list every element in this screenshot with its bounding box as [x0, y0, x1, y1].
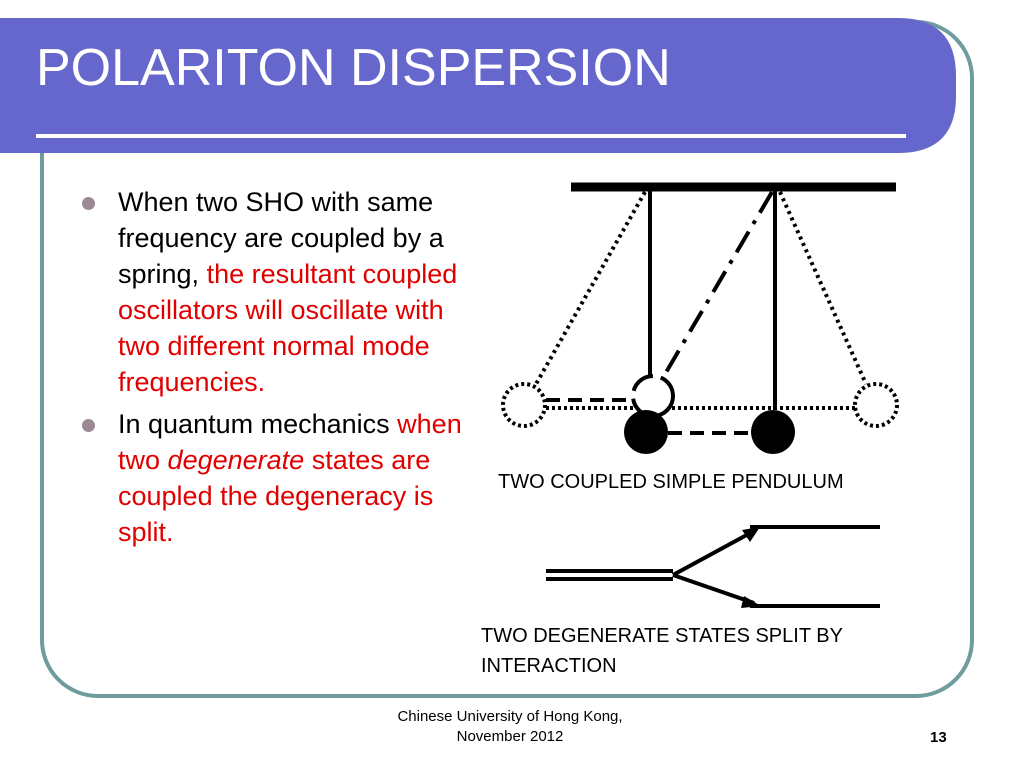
bullet-icon — [82, 197, 95, 210]
right-bob — [751, 410, 795, 454]
center-bob-displaced — [633, 376, 673, 416]
bullet-text-black: When two SHO with same frequency are coupled by a spring, — [118, 187, 444, 289]
bullet-text-red: when two — [118, 409, 462, 475]
splitting-caption-line2: INTERACTION — [481, 655, 617, 677]
slide-title: POLARITON DISPERSION — [36, 39, 671, 97]
left-bob-displaced — [503, 384, 545, 426]
footer-line2: November 2012 — [456, 728, 564, 745]
footer — [370, 707, 650, 747]
bullet-icon — [82, 419, 95, 432]
bullet-list — [80, 184, 480, 556]
pendulum-caption: TWO COUPLED SIMPLE PENDULUM — [498, 471, 844, 493]
right-bob-displaced — [855, 384, 897, 426]
title-underline — [36, 134, 906, 138]
footer-line1: Chinese University of Hong Kong, — [397, 708, 623, 725]
left-bob — [624, 410, 668, 454]
bullet-text-red: the resultant coupled oscillators will oscillate with two different normal mode frequencies. — [118, 259, 458, 397]
bullet-text-black: In quantum mechanics — [118, 409, 390, 439]
bullet-text-italic: degenerate — [167, 445, 305, 475]
page-number: 13 — [930, 729, 947, 746]
bullet-item — [80, 406, 480, 550]
bullet-item — [80, 184, 480, 400]
bullet-text-red: states are coupled the degeneracy is split. — [118, 445, 434, 547]
splitting-caption-line1: TWO DEGENERATE STATES SPLIT BY — [481, 625, 843, 647]
